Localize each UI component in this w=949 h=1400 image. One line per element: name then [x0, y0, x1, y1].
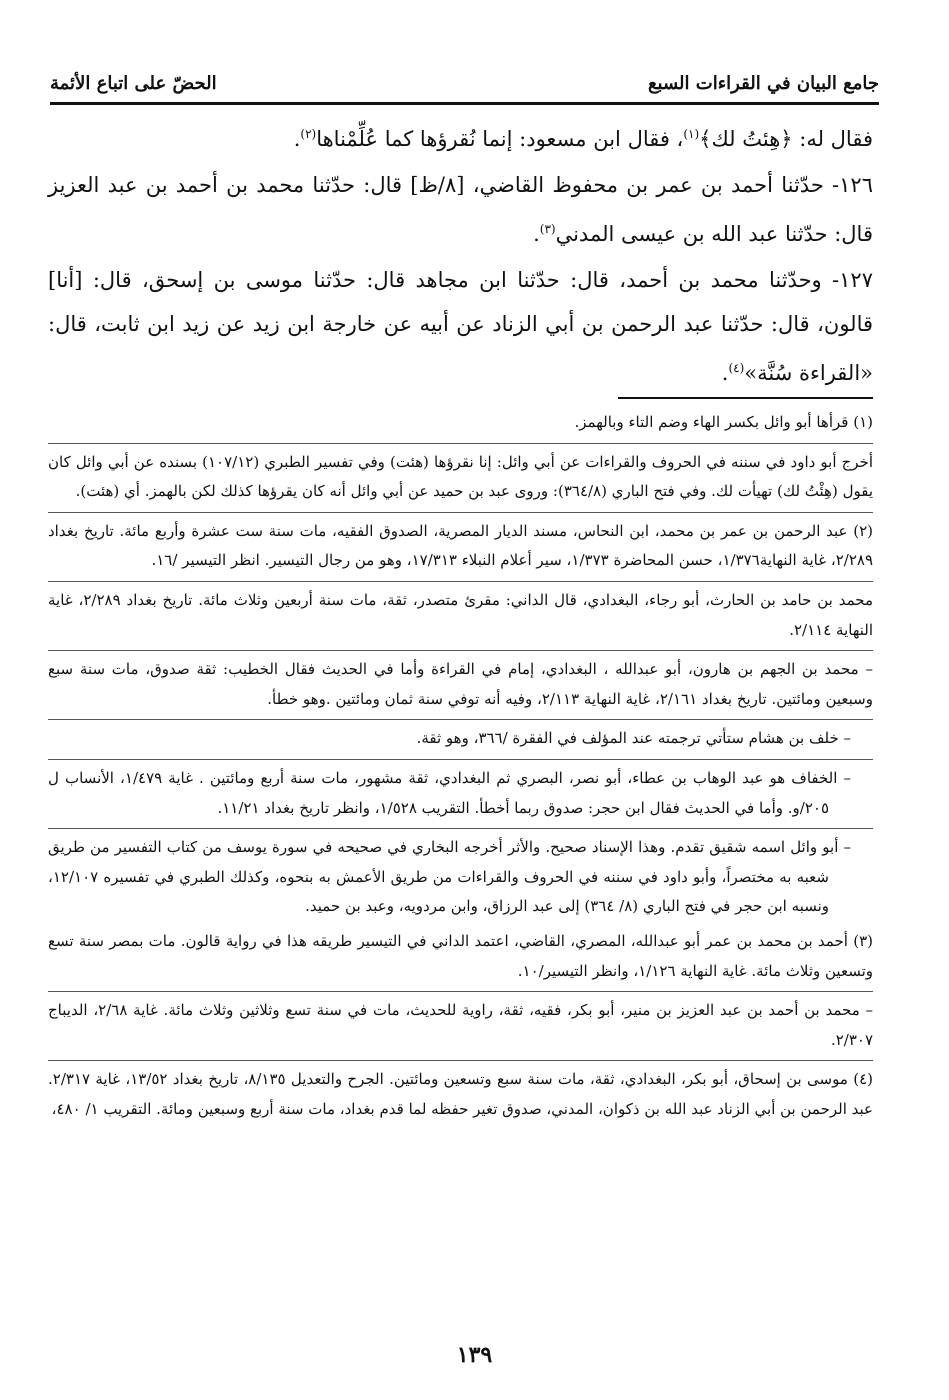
footnote: محمد بن حامد بن الحارث، أبو رجاء، البغدادي، قال الداني: مقرئ متصدر، ثقة، مات سنة أربعين وثلاث مائة. تاريخ بغداد ٢/٢٨٩، غاية النهاية ٢/١١٤. [48, 581, 873, 650]
footnote: – أبو وائل اسمه شقيق تقدم. وهذا الإسناد صحيح. والأثر أخرجه البخاري في صحيحه في سورة يوسف من كتاب التفسير من طريق شعبه به مختصراً، وأبو داود في سننه في الحروف والقراءات من طريق الأعمش به بنحوه، وكذلك الطبري في تفسيره ١٢/١٠٧، ونسبه ابن حجر في فتح الباري (٨/ ٣٦٤) إلى عبد الرزاق، وابن مردويه، وعبد بن حميد. [48, 828, 873, 927]
paragraph: ١٢٧- وحدّثنا محمد بن أحمد، قال: حدّثنا ابن مجاهد قال: حدّثنا موسى بن إسحق، قال: [أنا] قالون، قال: حدّثنا عبد الرحمن بن أبي الزناد عن أبيه عن خارجة ابن زيد عن زيد ابن ثابت، قال: «القراءة سُنَّة»$^{(٤)}$. [48, 268, 873, 385]
book-title: جامع البيان في القراءات السبع [647, 73, 879, 94]
footnote: أخرج أبو داود في سننه في الحروف والقراءات عن أبي وائل: إنا نقرؤها (هئت) وفي تفسير الطبري (١٠٧/١٢) بسنده عن أبي وائل كان يقول (هِئْتُ لك) تهيأت لك. وفي فتح الباري (٣٦٤/٨): وروى عبد بن حميد عن أبي وائل أنه كان يقرؤها كذلك لكن بالهمز. أي (هئت). [48, 443, 873, 512]
footnote: (٣) أحمد بن محمد بن عمر أبو عبدالله، المصري، القاضي، اعتمد الداني في التيسير طريقه هذا في رواية قالون. مات بمصر سنة تسع وتسعين وثلاث مائة. غاية النهاية ١/١٢٦، وانظر التيسير/١٠. [48, 931, 873, 980]
footnote: – الخفاف هو عبد الوهاب بن عطاء، أبو نصر، البصري ثم البغدادي، ثقة مشهور، مات سنة أربع ومائتين . غاية ١/٤٧٩، الأنساب ل ٢٠٥/و. وأما في الحديث فقال ابن حجر: صدوق ربما أخطأ. التقريب ١/٥٢٨، وانظر تاريخ بغداد ١١/٢١. [48, 759, 873, 828]
footnote-divider [618, 397, 873, 399]
footnote-ref: (٢) [300, 127, 317, 141]
footnote: (١) قرأها أبو وائل بكسر الهاء وضم التاء وبالهمز. [574, 413, 873, 431]
footnote: – خلف بن هشام ستأتي ترجمته عند المؤلف في الفقرة /٣٦٦، وهو ثقة. [48, 719, 873, 759]
running-header [50, 52, 879, 105]
chapter-title: الحضّ على اتباع الأئمة [50, 73, 217, 94]
footnote-ref: (٤) [728, 361, 745, 375]
footnote: – محمد بن الجهم بن هارون، أبو عبدالله ، البغدادي، إمام في القراءة وأما في الحديث فقال الخطيب: ثقة صدوق، مات سنة سبع وسبعين ومائتين. تاريخ بغداد ٢/١٦١، غاية النهاية ٢/١١٣، وفيه أنه توفي سنة ثمان ومائتين .وهو خطأ. [48, 650, 873, 719]
footnotes [48, 408, 873, 1129]
footnote-ref: (١) [683, 127, 700, 141]
footnote: – محمد بن أحمد بن عبد العزيز بن منير، أبو بكر، فقيه، ثقة، راوية للحديث، مات في سنة تسع وثلاثين وثلاث مائة. غاية ٢/٦٨، الديباج ٢/٣٠٧. [48, 991, 873, 1060]
footnote: (٢) عبد الرحمن بن عمر بن محمد، ابن النحاس، مسند الديار المصرية، الصدوق الفقيه، مات سنة ست عشرة وأربع مائة. تاريخ بغداد ٢/٢٨٩، غاية النهاية١/٣٧٦، حسن المحاضرة ١/٣٧٣، سير أعلام النبلاء ١٧/٣١٣، وهو من رجال التيسير. انظر التيسير /١٦. [48, 512, 873, 581]
main-text [48, 112, 873, 397]
footnote: (٤) موسى بن إسحاق، أبو بكر، البغدادي، ثقة، مات سنة سبع وتسعين ومائتين. الجرح والتعديل ٨/١٣٥، تاريخ بغداد ١٣/٥٢، غاية ٢/٣١٧. عبد الرحمن بن أبي الزناد عبد الله بن ذكوان، المدني، صدوق تغير حفظه لما قدم بغداد، مات سنة أربع وسبعين ومائة. التقريب ١/ ٤٨٠، [48, 1060, 873, 1129]
page-number: ١٣٩ [456, 1342, 493, 1368]
footnote-ref: (٣) [539, 222, 556, 236]
paragraph: فقال له: ﴿هِئتُ لك﴾$^{(١)}$، فقال ابن مسعود: إنما نُقرؤها كما عُلِّمْناها$^{(٢)}$. [293, 127, 873, 151]
paragraph: ١٢٦- حدّثنا أحمد بن عمر بن محفوظ القاضي، [٨/ظ] قال: حدّثنا محمد بن أحمد بن عبد العزيز قال: حدّثنا عبد الله بن عيسى المدني$^{(٣)}$. [48, 173, 873, 246]
